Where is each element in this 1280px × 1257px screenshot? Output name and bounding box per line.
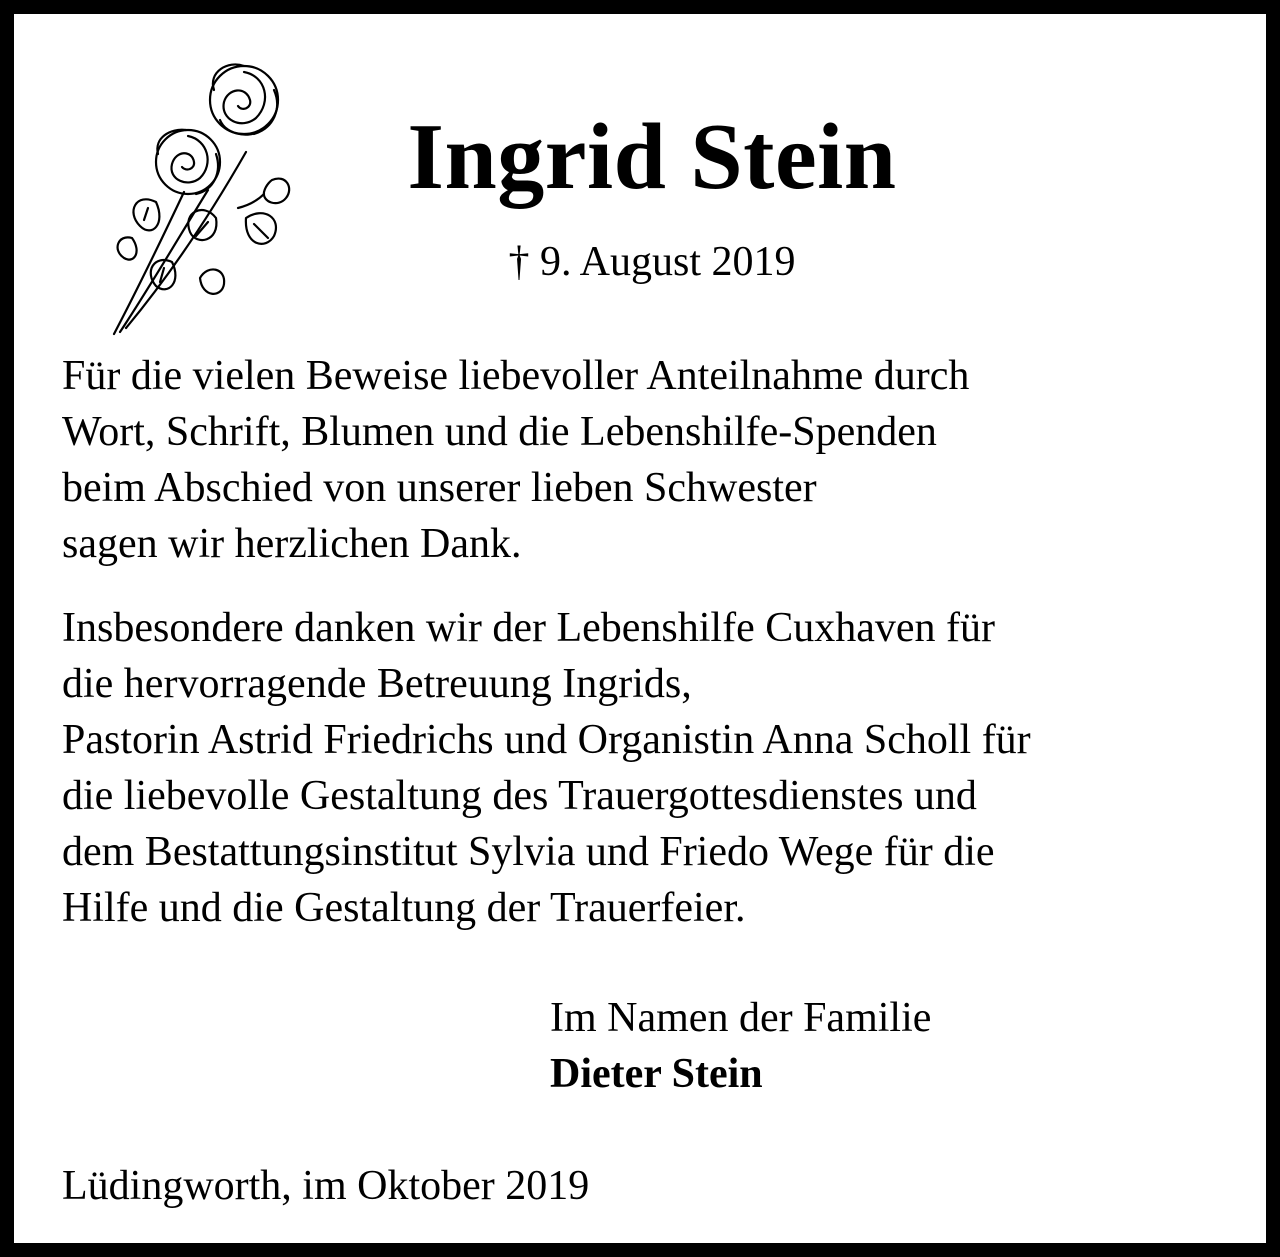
paragraph-line: die liebevolle Gestaltung des Trauergottesdienstes und (62, 773, 977, 819)
paragraph-line: sagen wir herzlichen Dank. (62, 521, 522, 567)
paragraph-line: Für die vielen Beweise liebevoller Anteilnahme durch (62, 353, 970, 399)
paragraph-line: Hilfe und die Gestaltung der Trauerfeier. (62, 885, 746, 931)
signature-intro: Im Namen der Familie (550, 995, 932, 1041)
paragraph-line: beim Abschied von unserer lieben Schwester (62, 465, 817, 511)
place-and-date: Lüdingworth, im Oktober 2019 (62, 1163, 590, 1209)
signature-block (550, 990, 931, 1102)
death-date: † 9. August 2019 (508, 239, 796, 285)
paragraph-line: Wort, Schrift, Blumen und die Lebenshilfe-Spenden (62, 409, 937, 455)
paragraph-line: die hervorragende Betreuung Ingrids, (62, 661, 692, 707)
paragraph-line: dem Bestattungsinstitut Sylvia und Friedo Wege für die (62, 829, 995, 875)
roses-icon (96, 42, 316, 342)
acknowledgement-paragraph (62, 600, 1252, 936)
signature-name: Dieter Stein (550, 1051, 763, 1097)
thanks-paragraph (62, 348, 1252, 572)
deceased-name: Ingrid Stein (407, 105, 897, 209)
paragraph-line: Insbesondere danken wir der Lebenshilfe Cuxhaven für (62, 605, 996, 651)
paragraph-line: Pastorin Astrid Friedrichs und Organistin Anna Scholl für (62, 717, 1031, 763)
